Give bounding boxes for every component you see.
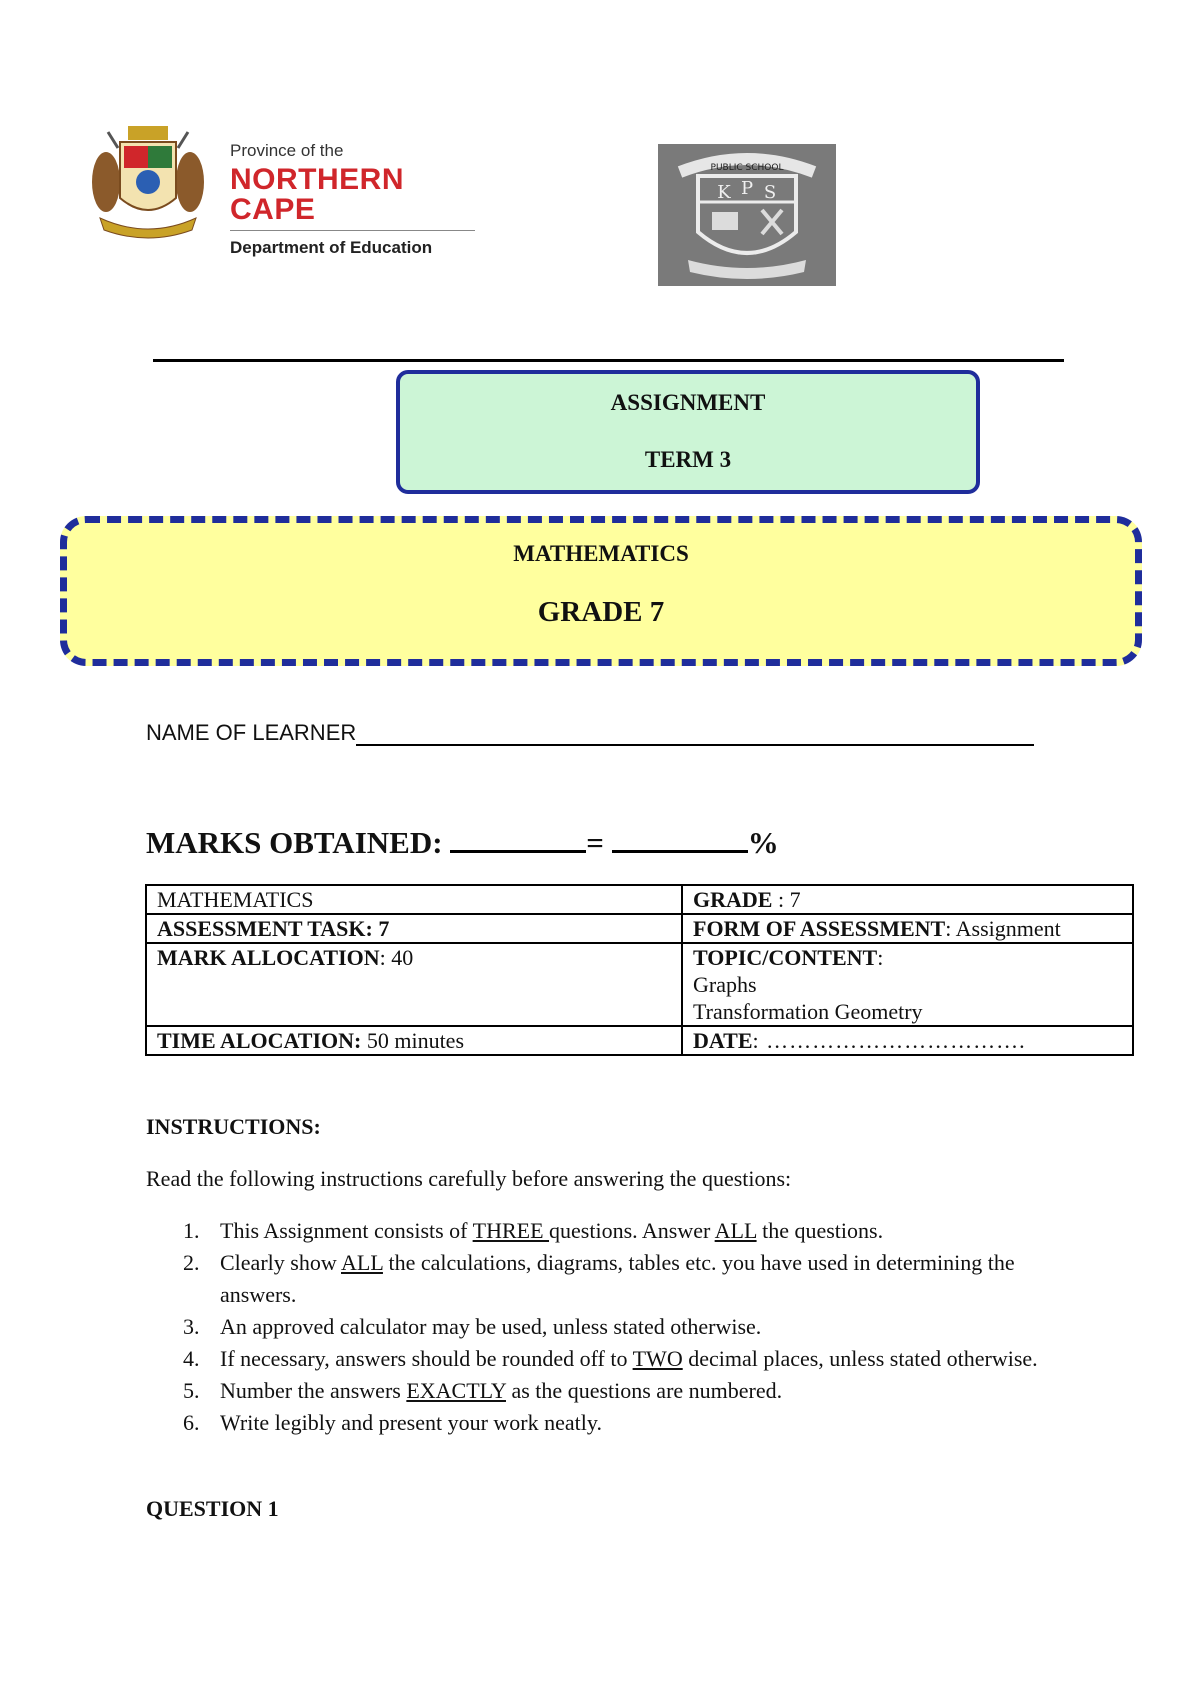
- date-cell: [682, 1026, 1133, 1055]
- list-item: [146, 1311, 1046, 1343]
- task-cell-label: ASSESSMENT TASK:: [157, 916, 373, 941]
- date-cell-value[interactable]: : …………………………….: [752, 1028, 1026, 1053]
- instruction-text: If necessary, answers should be rounded off to: [220, 1346, 633, 1371]
- instruction-text: Number the answers: [220, 1378, 407, 1403]
- instruction-text: as the questions are numbered.: [505, 1378, 783, 1403]
- instruction-emphasis: THREE: [472, 1218, 550, 1243]
- form-cell: [682, 914, 1133, 943]
- assignment-title: ASSIGNMENT: [610, 390, 766, 415]
- topic-cell: [682, 943, 1133, 1026]
- instruction-emphasis: ALL: [341, 1250, 383, 1275]
- school-initial-p: P: [740, 178, 754, 199]
- instruction-emphasis: ALL: [714, 1218, 757, 1243]
- table-row: [146, 943, 1133, 1026]
- instruction-text: An approved calculator may be used, unless stated otherwise.: [220, 1314, 762, 1339]
- grade-cell: [682, 885, 1133, 914]
- list-item: [146, 1375, 1046, 1407]
- marks-equals: =: [586, 825, 604, 860]
- logo-divider: [230, 230, 475, 231]
- topic-item: Graphs: [693, 972, 757, 997]
- mark-cell-value: : 40: [379, 945, 414, 970]
- list-item-number: 4.: [183, 1346, 200, 1371]
- instruction-text: Clearly show: [220, 1250, 341, 1275]
- marks-label: MARKS OBTAINED:: [146, 825, 443, 860]
- task-cell-value: 7: [378, 916, 390, 941]
- marks-obtained: [146, 822, 779, 861]
- instruction-emphasis: EXACTLY: [406, 1378, 506, 1403]
- mark-cell-label: MARK ALLOCATION: [157, 945, 380, 970]
- table-row: [146, 914, 1133, 943]
- learner-name-field: [146, 720, 1061, 746]
- instructions-list: [146, 1215, 1046, 1439]
- list-item: [146, 1247, 1046, 1311]
- marks-percent: %: [747, 825, 779, 860]
- task-cell: [146, 914, 682, 943]
- subject-cell-label: MATHEMATICS: [157, 887, 314, 912]
- department-line: Department of Education: [230, 238, 433, 257]
- learner-name-label: NAME OF LEARNER: [146, 720, 357, 745]
- learner-name-line[interactable]: [356, 720, 1034, 746]
- assignment-box: [396, 370, 980, 494]
- table-row: [146, 885, 1133, 914]
- school-badge: [658, 144, 836, 286]
- instructions-heading: INSTRUCTIONS:: [146, 1114, 321, 1139]
- list-item: [146, 1215, 1046, 1247]
- list-item-number: 6.: [183, 1410, 200, 1435]
- form-cell-label: FORM OF ASSESSMENT: [693, 916, 946, 941]
- instruction-text: the questions.: [756, 1218, 884, 1243]
- subject-cell: [146, 885, 682, 914]
- grade-cell-label: GRADE: [693, 887, 773, 912]
- marks-blank[interactable]: [450, 822, 586, 853]
- instruction-emphasis: TWO: [632, 1346, 683, 1371]
- province-line: Province of the: [230, 141, 344, 160]
- subject-box: [60, 516, 1142, 666]
- instruction-text: decimal places, unless stated otherwise.: [682, 1346, 1038, 1371]
- school-initial-s: S: [763, 182, 777, 203]
- date-cell-label: DATE: [693, 1028, 753, 1053]
- instruction-text: the calculations, diagrams, tables etc. you have used in determining the answers.: [220, 1250, 1015, 1307]
- topic-item: Transformation Geometry: [693, 999, 923, 1024]
- form-cell-value: : Assignment: [945, 916, 1061, 941]
- list-item-number: 1.: [183, 1218, 200, 1243]
- subject-title: MATHEMATICS: [513, 541, 689, 566]
- percent-blank[interactable]: [612, 822, 748, 853]
- list-item: [146, 1407, 1046, 1439]
- province-name: NORTHERN CAPE: [230, 163, 404, 226]
- grade-cell-value: : 7: [777, 887, 801, 912]
- time-cell-label: TIME ALOCATION:: [157, 1028, 362, 1053]
- time-cell: [146, 1026, 682, 1055]
- header-divider: [153, 359, 1064, 362]
- list-item-number: 3.: [183, 1314, 200, 1339]
- school-initial-k: K: [717, 182, 731, 203]
- list-item-number: 2.: [183, 1250, 200, 1275]
- topic-cell-colon: :: [877, 945, 884, 970]
- list-item: [146, 1343, 1046, 1375]
- grade-title: GRADE 7: [537, 596, 665, 628]
- topic-cell-label: TOPIC/CONTENT: [693, 945, 878, 970]
- table-row: [146, 1026, 1133, 1055]
- instruction-text: questions. Answer: [549, 1218, 715, 1243]
- mark-cell: [146, 943, 682, 1026]
- school-crest-icon: [658, 144, 836, 286]
- instruction-text: This Assignment consists of: [220, 1218, 473, 1243]
- question-heading: QUESTION 1: [146, 1496, 279, 1521]
- coat-of-arms-icon: [88, 120, 208, 245]
- school-banner: PUBLIC SCHOOL: [710, 163, 784, 173]
- instruction-text: Write legibly and present your work neatly.: [220, 1410, 602, 1435]
- assignment-term: TERM 3: [644, 447, 732, 472]
- list-item-number: 5.: [183, 1378, 200, 1403]
- instructions-intro: Read the following instructions carefully before answering the questions:: [146, 1166, 792, 1191]
- assessment-info-table: [145, 884, 1134, 1056]
- time-cell-value: 50 minutes: [366, 1028, 465, 1053]
- department-logo: [88, 120, 488, 257]
